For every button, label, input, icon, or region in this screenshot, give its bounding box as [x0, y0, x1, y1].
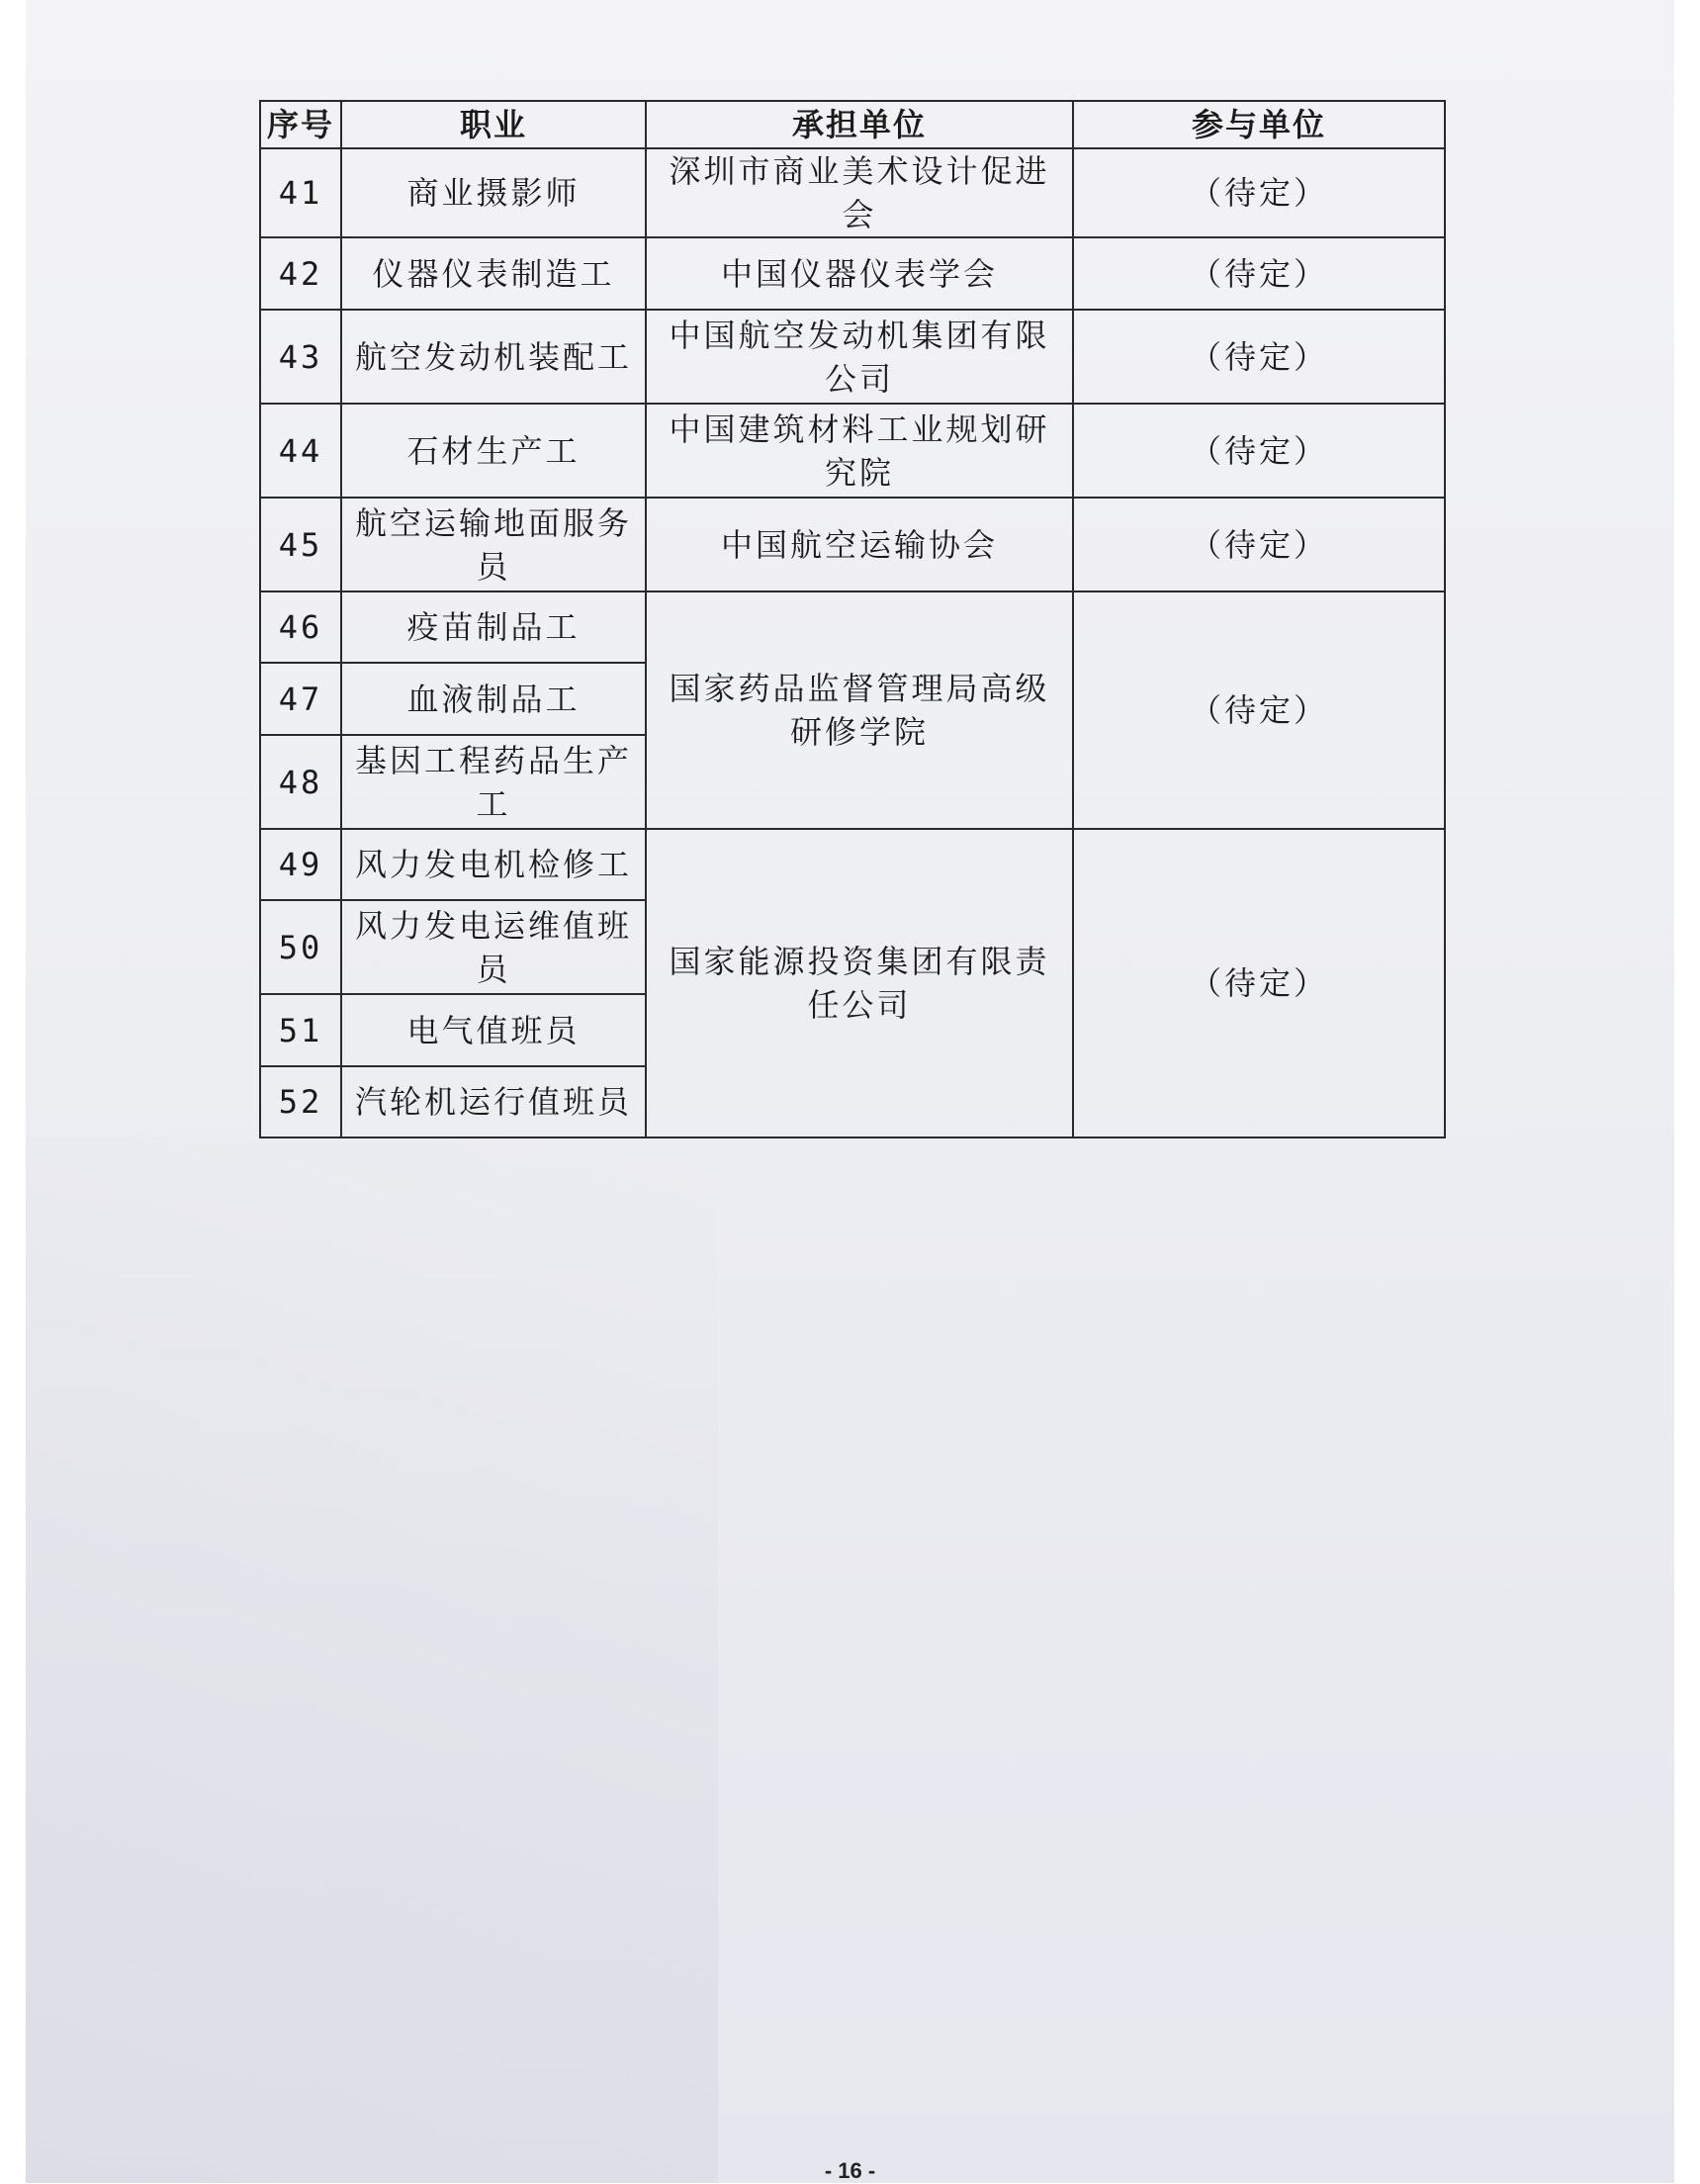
row-occupation: 电气值班员	[341, 994, 646, 1066]
table-row	[260, 498, 1445, 592]
header-participating-unit: 参与单位	[1073, 101, 1445, 148]
row-participating-unit: （待定）	[1073, 310, 1445, 404]
row-index: 42	[260, 237, 341, 310]
row-participating-unit: （待定）	[1073, 237, 1445, 310]
header-occupation: 职业	[341, 101, 646, 148]
row-lead-unit: 中国航空发动机集团有限公司	[646, 310, 1073, 404]
table-row	[260, 404, 1445, 498]
row-index: 43	[260, 310, 341, 404]
row-occupation: 仪器仪表制造工	[341, 237, 646, 310]
table-row	[260, 148, 1445, 237]
row-participating-unit: （待定）	[1073, 404, 1445, 498]
occupation-table	[259, 100, 1446, 1138]
row-index: 48	[260, 735, 341, 829]
row-index: 44	[260, 404, 341, 498]
header-index: 序号	[260, 101, 341, 148]
row-lead-unit: 中国仪器仪表学会	[646, 237, 1073, 310]
row-participating-unit: （待定）	[1073, 592, 1445, 829]
row-participating-unit: （待定）	[1073, 829, 1445, 1138]
row-occupation: 商业摄影师	[341, 148, 646, 237]
row-index: 46	[260, 592, 341, 663]
row-occupation: 血液制品工	[341, 663, 646, 735]
row-occupation: 汽轮机运行值班员	[341, 1066, 646, 1138]
row-index: 47	[260, 663, 341, 735]
row-occupation: 疫苗制品工	[341, 592, 646, 663]
row-lead-unit: 国家药品监督管理局高级研修学院	[646, 592, 1073, 829]
row-index: 45	[260, 498, 341, 592]
row-index: 49	[260, 829, 341, 900]
table-row	[260, 829, 1445, 900]
table-row	[260, 310, 1445, 404]
header-lead-unit: 承担单位	[646, 101, 1073, 148]
row-index: 50	[260, 900, 341, 994]
row-lead-unit: 国家能源投资集团有限责任公司	[646, 829, 1073, 1138]
table-row	[260, 237, 1445, 310]
row-participating-unit: （待定）	[1073, 498, 1445, 592]
row-occupation: 基因工程药品生产工	[341, 735, 646, 829]
row-lead-unit: 中国建筑材料工业规划研究院	[646, 404, 1073, 498]
row-participating-unit: （待定）	[1073, 148, 1445, 237]
row-index: 41	[260, 148, 341, 237]
row-occupation: 航空发动机装配工	[341, 310, 646, 404]
row-occupation: 风力发电运维值班员	[341, 900, 646, 994]
row-index: 51	[260, 994, 341, 1066]
row-lead-unit: 深圳市商业美术设计促进会	[646, 148, 1073, 237]
row-occupation: 石材生产工	[341, 404, 646, 498]
page-number: - 16 -	[824, 2158, 876, 2183]
row-lead-unit: 中国航空运输协会	[646, 498, 1073, 592]
row-index: 52	[260, 1066, 341, 1138]
row-occupation: 航空运输地面服务员	[341, 498, 646, 592]
row-occupation: 风力发电机检修工	[341, 829, 646, 900]
table-header-row	[260, 101, 1445, 148]
paper-shadow	[26, 1138, 718, 2183]
table-row	[260, 592, 1445, 663]
